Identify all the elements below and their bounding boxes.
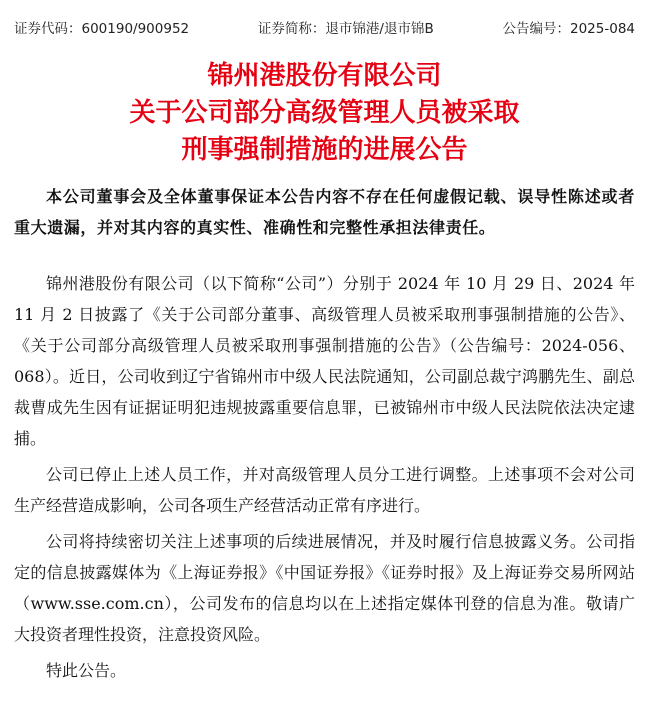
- security-short-name: 证券简称：退市锦港/退市锦B: [257, 21, 434, 37]
- document-title: [0, 58, 649, 169]
- title-line-2: 关于公司部分高级管理人员被采取: [129, 98, 520, 128]
- notice-number: 公告编号：2025-084: [502, 21, 635, 37]
- paragraph-3: 公司将持续密切关注上述事项的后续进展情况，并及时履行信息披露义务。公司指定的信息披露媒体为《上海证券报》《中国证券报》《证券时报》及上海证券交易所网站（www.sse.com.cn），公司发布的信息均以在上述指定媒体刊登的信息为准。敬请广大投资者理性投资，注意投资风险。: [14, 532, 635, 644]
- paragraph-2: 公司已停止上述人员工作，并对高级管理人员分工进行调整。上述事项不会对公司生产经营造成影响，公司各项生产经营活动正常有序进行。: [14, 465, 635, 515]
- title-line-1: 锦州港股份有限公司: [207, 61, 442, 91]
- board-declaration: 本公司董事会及全体董事保证本公告内容不存在任何虚假记载、误导性陈述或者重大遗漏，并对其内容的真实性、准确性和完整性承担法律责任。: [14, 187, 635, 237]
- security-code: 证券代码：600190/900952: [14, 21, 190, 37]
- closing-statement: 特此公告。: [46, 661, 127, 680]
- paragraph-1: 锦州港股份有限公司（以下简称“公司”）分别于 2024 年 10 月 29 日、2024 年 11 月 2 日披露了《关于公司部分董事、高级管理人员被采取刑事强制措施的公告》、《关于公司部分高级管理人员被采取刑事强制措施的公告》（公告编号：2024-056、068）。近日，公司收到辽宁省锦州市中级人民法院通知，公司副总裁宁鸿鹏先生、副总裁曹成先生因有证据证明犯违规披露重要信息罪，已被锦州市中级人民法院依法决定逮捕。: [14, 274, 635, 448]
- title-line-3: 刑事强制措施的进展公告: [181, 135, 468, 165]
- document-body: [14, 268, 635, 691]
- document-header: [14, 19, 635, 39]
